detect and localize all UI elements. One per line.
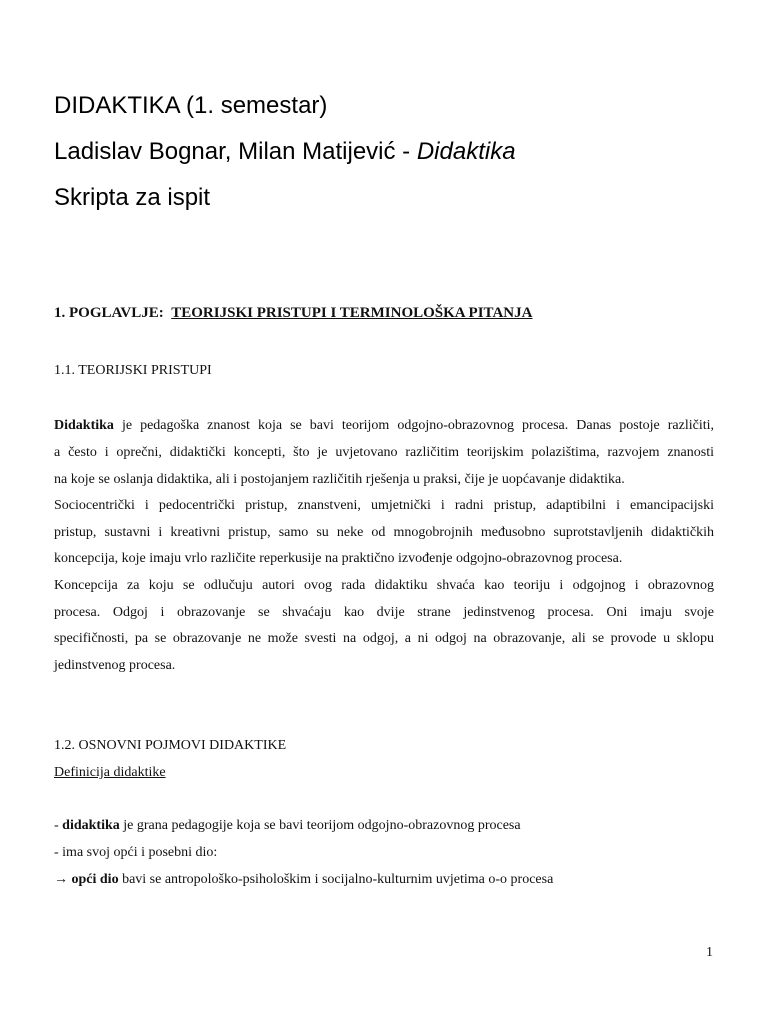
book-title: Didaktika (416, 138, 516, 165)
line-text: na koje se oslanja didaktika, ali i postojanjem različitih rješenja u praksi, čije je uopćavanje didaktika. (54, 472, 625, 487)
paragraph-line (54, 625, 714, 652)
chapter-title: TEORIJSKI PRISTUPI I TERMINOLOŠKA PITANJA (171, 305, 533, 321)
section-heading-text: 1.1. TEORIJSKI PRISTUPI (54, 363, 212, 378)
paragraph-line (54, 519, 714, 546)
section-heading-text: 1.2. OSNOVNI POJMOVI DIDAKTIKE (54, 738, 287, 753)
line-text: Koncepcija za koju se odlučuju autori ovog rada didaktiku shvaća kao teoriju i odgojnog i obrazovnog (54, 578, 714, 593)
term-opci-dio: opći dio (71, 872, 119, 887)
line-text: koncepcija, koje imaju vrlo različite reperkusije na praktično izvođenje odgojno-obrazovnog procesa. (54, 551, 623, 566)
document-subtitle-authors (54, 138, 516, 166)
definition-subheading (54, 765, 166, 781)
line-text: je pedagoška znanost koja se bavi teorijom odgojno-obrazovnog procesa. Danas postoje različiti, (113, 418, 714, 433)
paragraph-line (54, 492, 714, 519)
line-text: Sociocentrički i pedocentrički pristup, znanstveni, umjetnički i radni pristup, adaptibilni i emancipacijski (54, 498, 714, 513)
list-item (54, 845, 217, 861)
list-item-text: - ima svoj opći i posebni dio: (54, 845, 218, 860)
paragraph-line (54, 466, 714, 493)
subheading-text: Definicija didaktike (54, 765, 166, 780)
list-dash: - (54, 818, 63, 833)
title-line-3: Skripta za ispit (54, 184, 211, 211)
document-subtitle-script (54, 184, 210, 212)
list-item-text: je grana pedagogije koja se bavi teorijom odgojno-obrazovnog procesa (119, 818, 521, 833)
title-line-1: DIDAKTIKA (1. semestar) (54, 92, 328, 119)
authors-text: Ladislav Bognar, Milan Matijević - (54, 138, 417, 165)
document-title (54, 92, 327, 120)
line-text: jedinstvenog procesa. (54, 658, 176, 673)
paragraph-line (54, 572, 714, 599)
paragraph-line (54, 545, 714, 572)
paragraph-line (54, 652, 714, 679)
term-didaktika-def: didaktika (62, 818, 120, 833)
line-text: a često i oprečni, didaktički koncepti, što je uvjetovano različitim teorijskim polazištima, razvojem znanosti (54, 445, 714, 460)
chapter-heading (54, 305, 532, 322)
list-item (54, 872, 553, 888)
arrow-right-icon: → (54, 872, 68, 887)
term-didaktika: Didaktika (54, 418, 114, 433)
page-number: 1 (706, 945, 713, 960)
line-text: specifičnosti, pa se obrazovanje ne može svesti na odgoj, a ni odgoj na obrazovanje, ali se provode u sklopu (54, 631, 714, 646)
paragraph-line (54, 439, 714, 466)
line-text: pristup, sustavni i kreativni pristup, samo su neke od mnogobrojnih međusobno suprotstavljenih didaktičkih (54, 525, 714, 540)
list-item (54, 818, 521, 834)
section-1-1-heading (54, 363, 212, 379)
list-item-text: bavi se antropološko-psihološkim i socijalno-kulturnim uvjetima o-o procesa (118, 872, 554, 887)
paragraph-line (54, 412, 714, 439)
chapter-number: 1. POGLAVLJE: (54, 305, 164, 321)
line-text: procesa. Odgoj i obrazovanje se shvaćaju kao dvije strane jedinstvenog procesa. Oni imaju svoje (54, 605, 714, 620)
paragraph-line (54, 599, 714, 626)
section-1-2-heading (54, 738, 286, 754)
